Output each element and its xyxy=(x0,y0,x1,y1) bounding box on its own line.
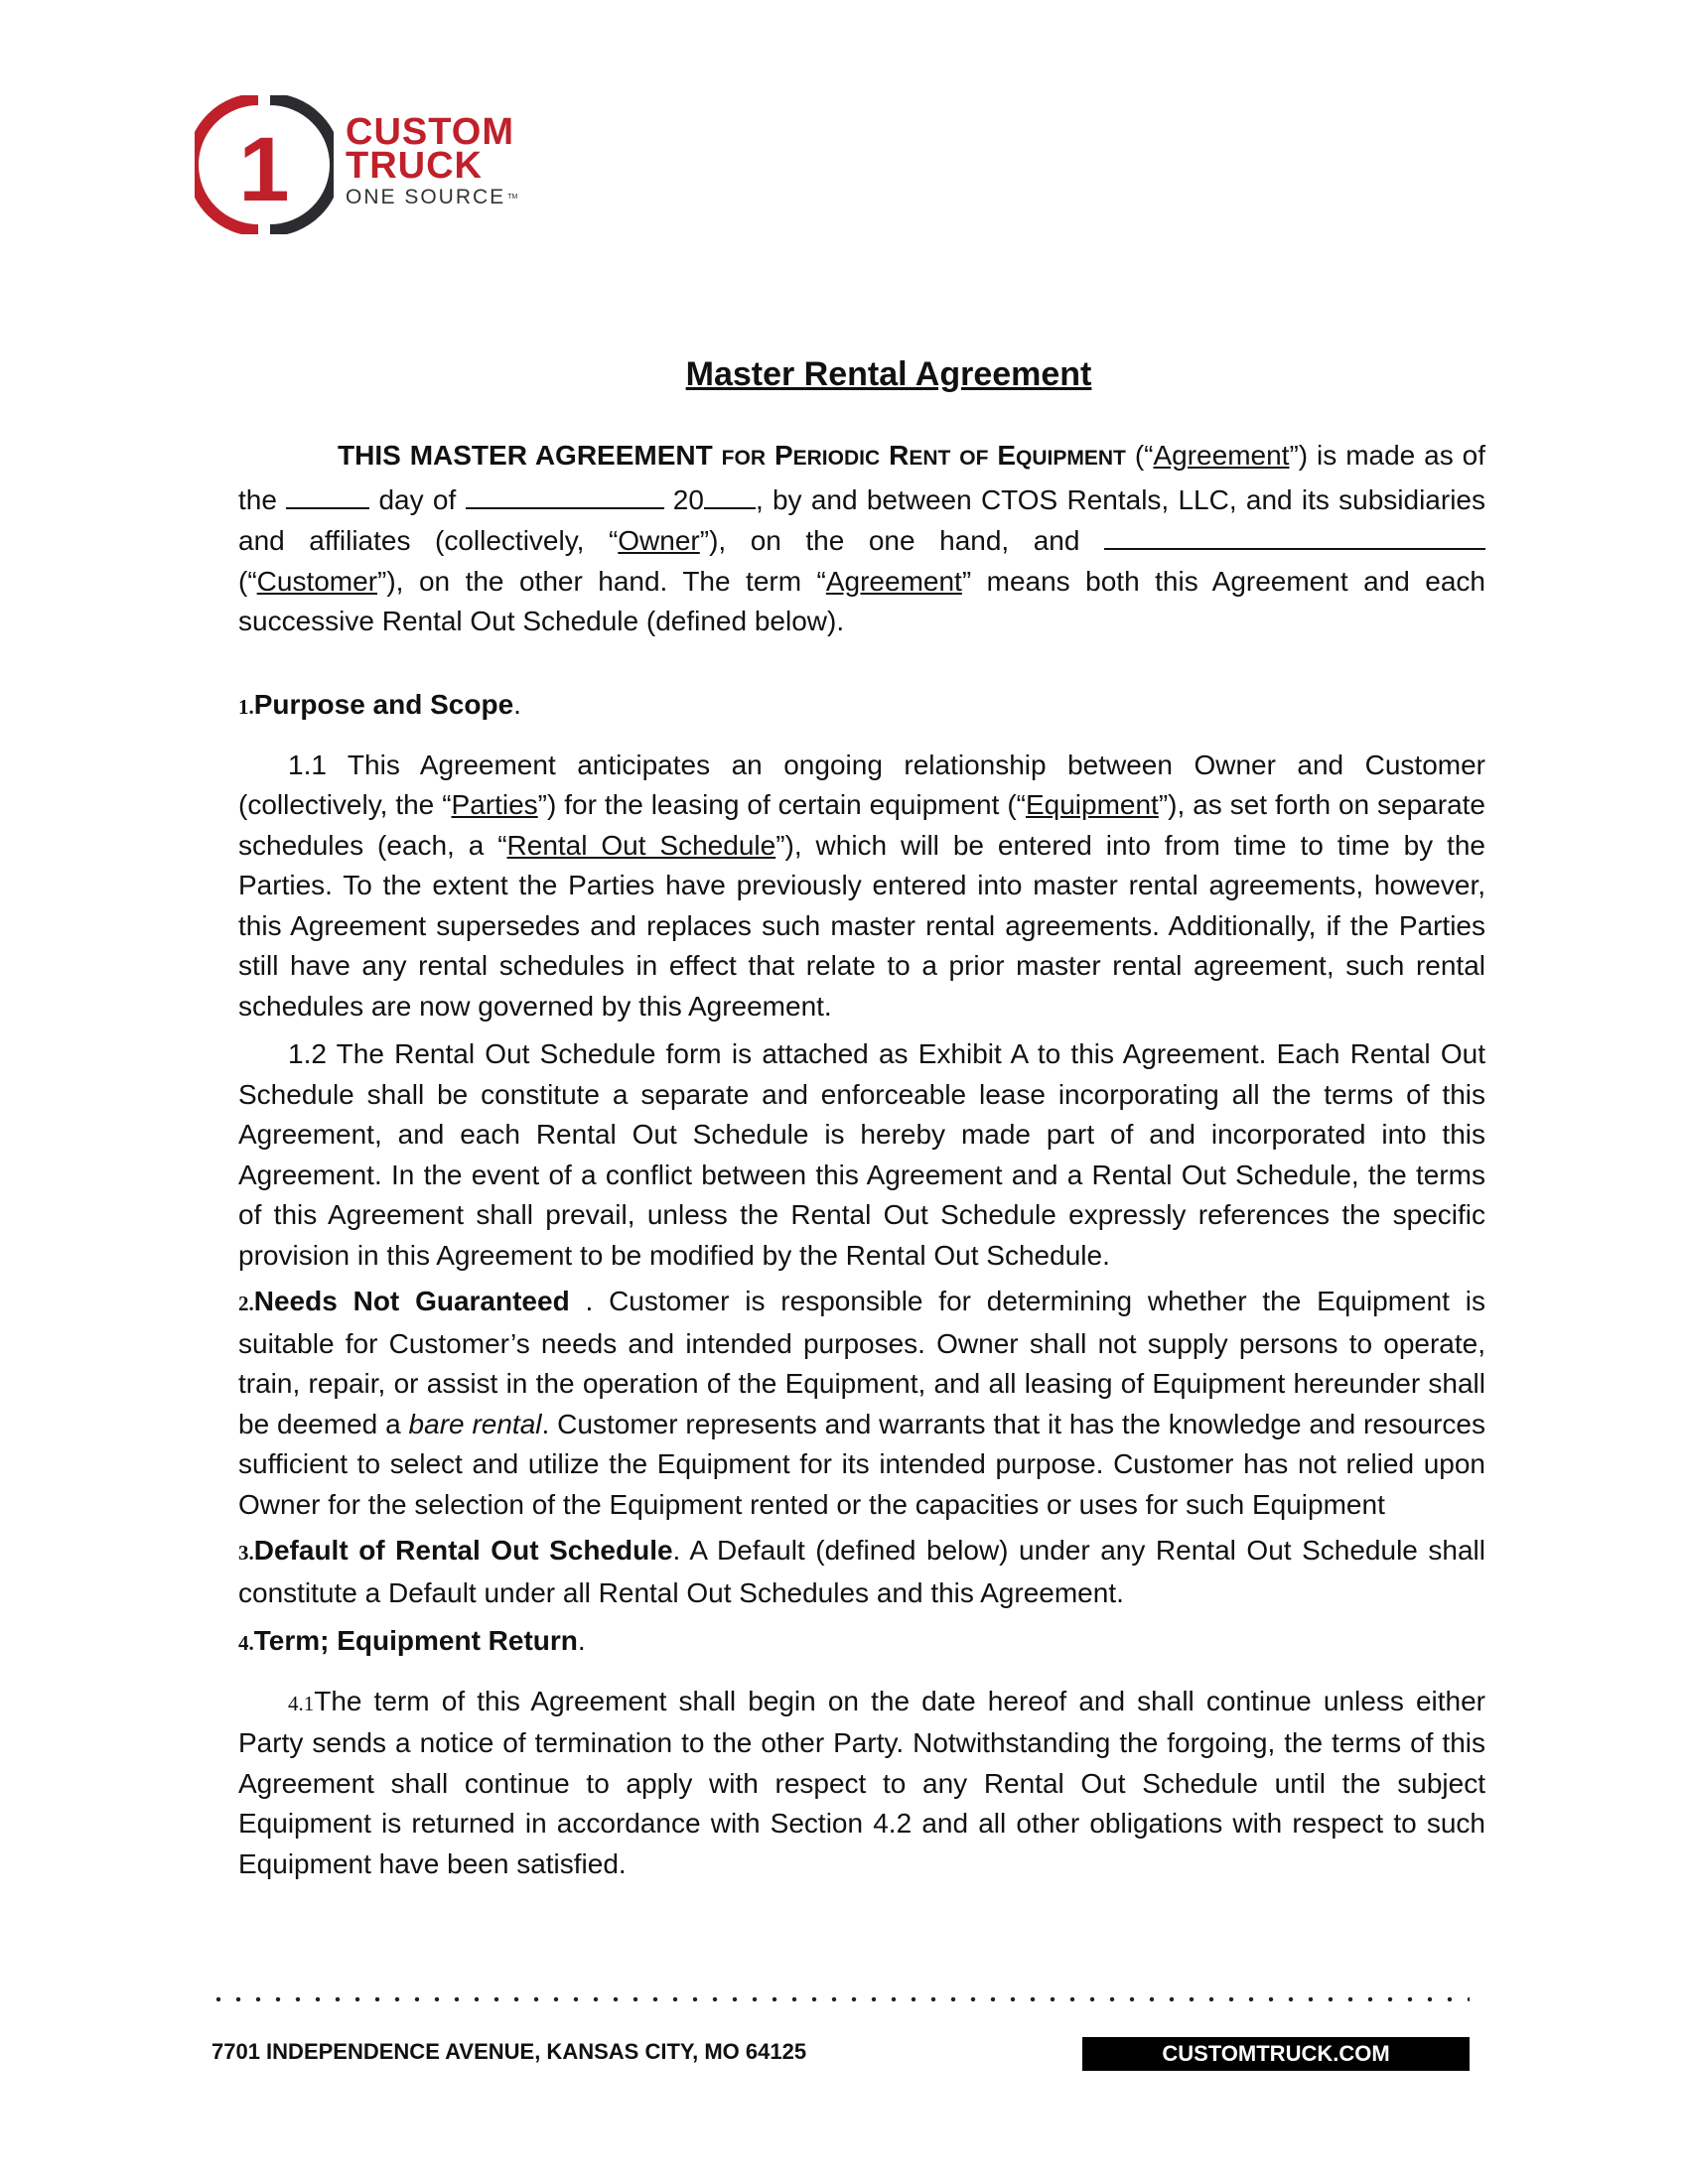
defined-term-customer: Customer xyxy=(256,565,378,597)
section-1-heading: 1.Purpose and Scope. xyxy=(238,689,521,720)
document-title: Master Rental Agreement xyxy=(685,355,1092,393)
footer-address: 7701 INDEPENDENCE AVENUE, KANSAS CITY, MO 64125 xyxy=(211,2039,807,2064)
defined-term-equipment: Equipment xyxy=(1025,789,1159,820)
footer-dotted-divider xyxy=(209,1995,1470,2003)
logo-emblem-digit: 1 xyxy=(238,119,290,220)
trademark-mark: TM xyxy=(507,194,518,201)
intro-block xyxy=(238,436,1485,642)
section-3-paragraph: 3.Default of Rental Out Schedule. A Default (defined below) under any Rental Out Schedule shall constitute a Default under all Rental Out Schedules and this Agreement. xyxy=(238,1535,1485,1608)
logo-emblem-icon xyxy=(195,95,334,234)
section-1-1-paragraph: 1.1 This Agreement anticipates an ongoing relationship between Owner and Customer (collectively, the “Parties”) for the leasing of certain equipment (“Equipment”), as set forth on separate schedules (each, a “Rental Out Schedule”), which will be entered into from time to time by the Parties. To the extent the Parties have previously entered into master rental agreements, however, this Agreement supersedes and replaces such master rental agreements. Additionally, if the Parties still have any rental schedules in effect that relate to a prior master rental agreement, such rental schedules are now governed by this Agreement. xyxy=(238,749,1485,1022)
section-1-2-paragraph: 1.2 The Rental Out Schedule form is attached as Exhibit A to this Agreement. Each Rental Out Schedule shall be constitute a separate and enforceable lease incorporating all the terms of this Agreement, and each Rental Out Schedule is hereby made part of and incorporated into this Agreement. In the event of a conflict between this Agreement and a Rental Out Schedule, the terms of this Agreement shall prevail, unless the Rental Out Schedule expressly references the specific provision in this Agreement to be modified by the Rental Out Schedule. xyxy=(238,1038,1485,1271)
section-4-heading: 4.Term; Equipment Return. xyxy=(238,1625,586,1656)
defined-term-agreement: Agreement xyxy=(1153,440,1290,471)
intro-paragraph: THIS MASTER AGREEMENT FOR PERIODIC RENT OF EQUIPMENT (“Agreement”) is made as of the day of 20 , by and between CTOS Rentals, LLC, and its subsidiaries and affiliates (collectively, “Owner”), on the one hand, and (“Customer”), on the other hand. The term “Agreement” means both this Agreement and each successive Rental Out Schedule (defined below). xyxy=(238,440,1486,636)
logo-line-custom: CUSTOM xyxy=(346,111,514,153)
blank-year[interactable] xyxy=(704,479,756,509)
logo-line-truck: TRUCK xyxy=(346,145,483,187)
company-logo xyxy=(195,95,592,239)
defined-term-parties: Parties xyxy=(451,789,538,820)
blank-customer-name[interactable] xyxy=(1104,520,1485,550)
blank-day[interactable] xyxy=(286,479,369,509)
logo-line-one-source: ONE SOURCE ™ xyxy=(346,186,518,208)
blank-month[interactable] xyxy=(466,479,664,509)
sections-block xyxy=(238,685,1485,1884)
logo-wordmark xyxy=(346,111,518,210)
defined-term-agreement-2: Agreement xyxy=(825,565,962,597)
section-4-1-paragraph: 4.1The term of this Agreement shall begin on the date hereof and shall continue unless either Party sends a notice of termination to the other Party. Notwithstanding the forgoing, the terms of this Agreement shall continue to apply with respect to any Rental Out Schedule until the subject Equipment is returned in accordance with Section 4.2 and all other obligations with respect to such Equipment have been satisfied. xyxy=(238,1685,1485,1879)
defined-term-owner: Owner xyxy=(618,525,700,556)
defined-term-rental-out-schedule: Rental Out Schedule xyxy=(506,829,776,861)
footer-website-link[interactable]: CUSTOMTRUCK.COM xyxy=(1082,2037,1470,2071)
section-2-paragraph: 2.Needs Not Guaranteed . Customer is responsible for determining whether the Equipment is suitable for Customer’s needs and intended purposes. Owner shall not supply persons to operate, train, repair, or assist in the operation of the Equipment, and all leasing of Equipment hereunder shall be deemed a bare rental. Customer represents and warrants that it has the knowledge and resources sufficient to select and utilize the Equipment for its intended purpose. Customer has not relied upon Owner for the selection of the Equipment rented or the capacities or uses for such Equipment xyxy=(238,1286,1485,1520)
